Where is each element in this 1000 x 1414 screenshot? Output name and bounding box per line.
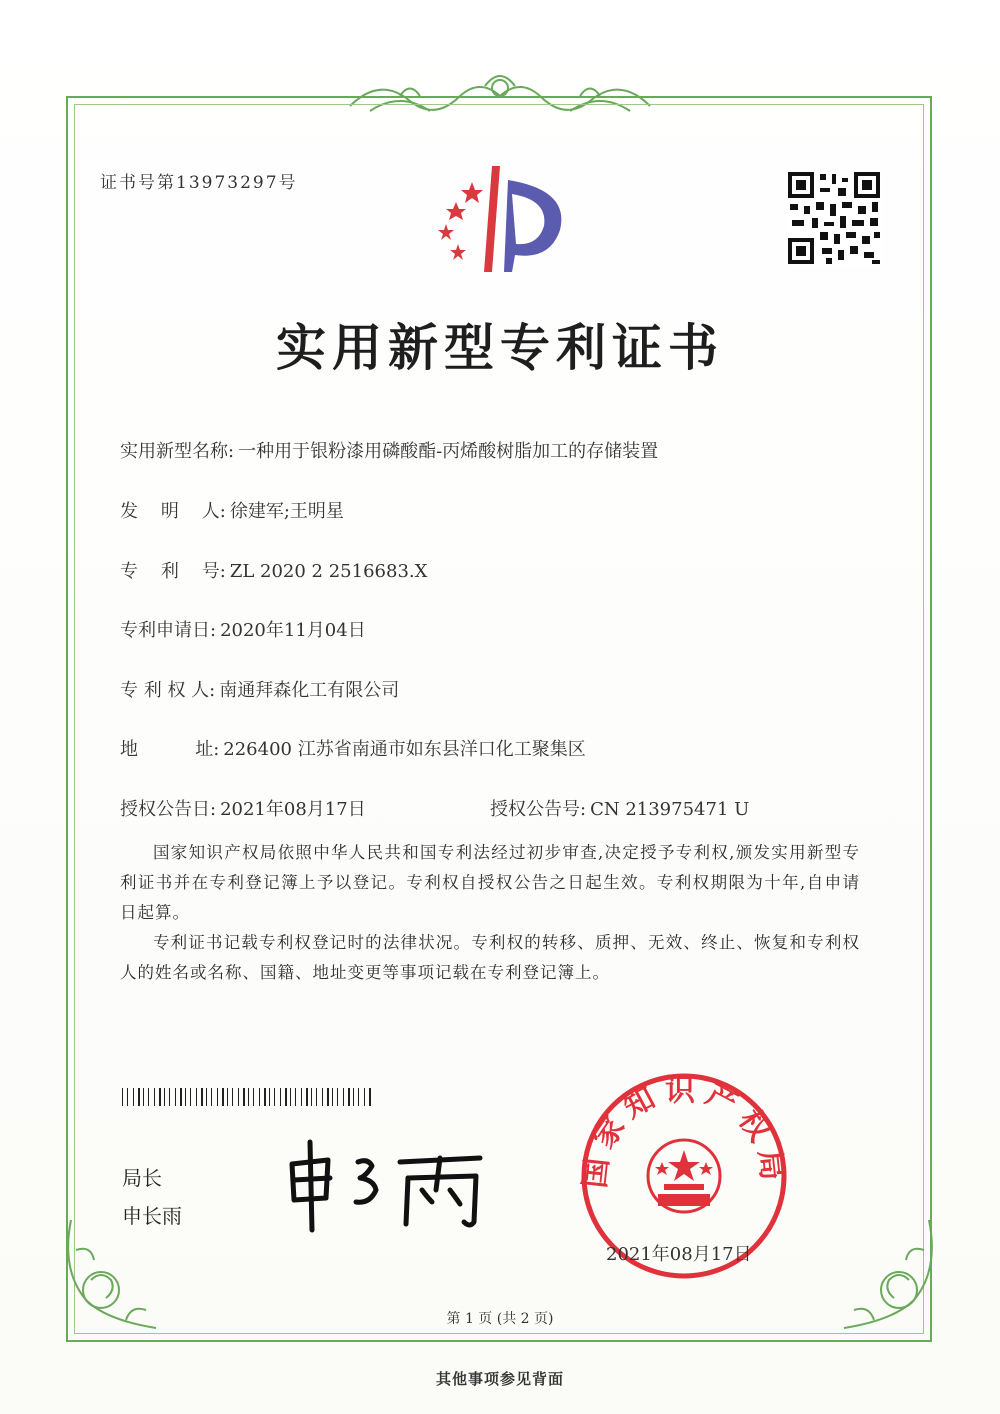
utility-model-name-label: 实用新型名称:: [120, 441, 235, 462]
page-number: 第 1 页 (共 2 页): [446, 1311, 554, 1327]
patent-number-row: [120, 557, 427, 583]
patentee-row: [120, 676, 399, 702]
application-date-label: 专利申请日:: [120, 620, 217, 641]
grant-date-value: 2021年08月17日: [220, 799, 366, 820]
body-paragraph-1: 国家知识产权局依照中华人民共和国专利法经过初步审查,决定授予专利权,颁发实用新型专利证书并在专利登记簿上予以登记。专利权自授权公告之日起生效。专利权期限为十年,自申请日起算。: [120, 843, 860, 922]
director-title: 局长: [122, 1166, 162, 1190]
patentee-value: 南通拜森化工有限公司: [219, 680, 400, 701]
application-date-value: 2020年11月04日: [220, 620, 366, 641]
signature-icon: [280, 1134, 500, 1234]
director-name: 申长雨: [122, 1204, 182, 1228]
qr-code-icon: [786, 170, 882, 266]
address-row: [120, 735, 586, 761]
body-paragraph-2: 专利证书记载专利权登记时的法律状况。专利权的转移、质押、无效、终止、恢复和专利权人的姓名或名称、国籍、地址变更等事项记载在专利登记簿上。: [120, 933, 860, 982]
utility-model-name-value: 一种用于银粉漆用磷酸酯-丙烯酸树脂加工的存储装置: [238, 441, 659, 462]
grant-number-label: 授权公告号:: [490, 799, 587, 820]
cnipa-logo-icon: [420, 160, 570, 280]
patent-number-value: ZL 2020 2 2516683.X: [229, 561, 428, 582]
grant-date-row: [120, 795, 366, 821]
patentee-label: 专 利 权 人:: [120, 680, 216, 701]
footer-note: 其他事项参见背面: [435, 1370, 564, 1388]
seal-text: 国家知识产权局: [578, 1073, 790, 1190]
barcode-icon: [122, 1088, 372, 1106]
utility-model-name-row: [120, 437, 658, 463]
patent-number-label: 专 利 号:: [120, 561, 226, 582]
grant-number-value: CN 213975471 U: [590, 799, 750, 820]
address-label: 地 址:: [120, 739, 220, 760]
body-text: [120, 838, 860, 988]
inventor-label: 发 明 人:: [120, 501, 226, 522]
inventor-row: [120, 497, 344, 523]
grant-date-label: 授权公告日:: [120, 799, 217, 820]
certificate-title: 实用新型专利证书: [276, 318, 724, 377]
application-date-row: [120, 616, 366, 642]
grant-number-row: [490, 795, 749, 821]
certificate-number: 证书号第13973297号: [100, 173, 298, 193]
seal-date: 2021年08月17日: [606, 1244, 752, 1265]
inventor-value: 徐建军;王明星: [229, 501, 344, 522]
address-value: 226400 江苏省南通市如东县洋口化工聚集区: [223, 739, 586, 760]
